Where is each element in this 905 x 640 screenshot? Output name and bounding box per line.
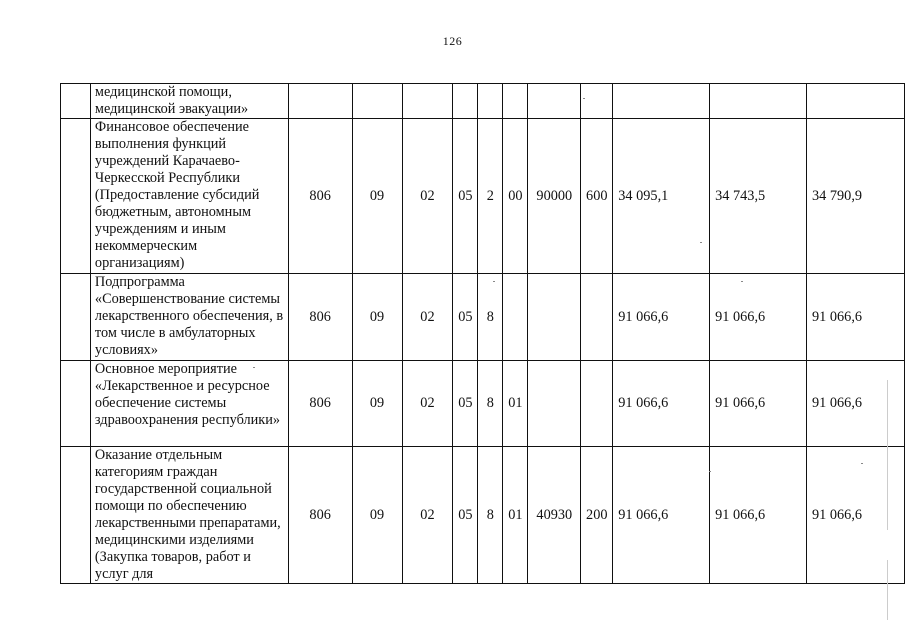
scan-speck (253, 367, 255, 368)
direction-code (528, 84, 581, 119)
expense-type-code: 200 (581, 447, 613, 584)
event-code: 01 (503, 361, 528, 447)
scan-speck (741, 281, 743, 282)
amount-2022: 91 066,6 (807, 361, 905, 447)
row-number-cell (61, 274, 91, 361)
admin-code: 806 (288, 274, 352, 361)
direction-code: 40930 (528, 447, 581, 584)
table-row (61, 274, 905, 361)
admin-code: 806 (288, 447, 352, 584)
amount-2022: 91 066,6 (807, 274, 905, 361)
admin-code: 806 (288, 361, 352, 447)
scan-margin-line (887, 560, 888, 620)
amount-2020 (613, 84, 710, 119)
table-row (61, 84, 905, 119)
subsection-code: 02 (402, 274, 453, 361)
expense-type-code (581, 84, 613, 119)
amount-2020: 34 095,1 (613, 119, 710, 274)
amount-2022: 34 790,9 (807, 119, 905, 274)
table-row (61, 119, 905, 274)
row-name: Финансовое обеспечение выполнения функций учреждений Карачаево-Черкесской Республики (Предоставление субсидий бюджетным, автономным учреждениям и иным некоммерческим организациям) (90, 119, 288, 274)
subprogram-code (478, 84, 503, 119)
amount-2021 (710, 84, 807, 119)
direction-code: 90000 (528, 119, 581, 274)
row-name: Основное мероприятие «Лекарственное и ресурсное обеспечение системы здравоохранения республики» (90, 361, 288, 447)
amount-2020: 91 066,6 (613, 447, 710, 584)
event-code (503, 84, 528, 119)
program-code (453, 84, 478, 119)
expense-type-code (581, 274, 613, 361)
budget-table (60, 83, 905, 584)
subprogram-code: 8 (478, 274, 503, 361)
subprogram-code: 2 (478, 119, 503, 274)
direction-code (528, 274, 581, 361)
program-code: 05 (453, 447, 478, 584)
section-code: 09 (352, 361, 402, 447)
section-code: 09 (352, 274, 402, 361)
scan-speck (583, 98, 585, 99)
admin-code: 806 (288, 119, 352, 274)
direction-code (528, 361, 581, 447)
subsection-code: 02 (402, 119, 453, 274)
scan-speck (700, 242, 702, 243)
row-number-cell (61, 361, 91, 447)
row-number-cell (61, 447, 91, 584)
expense-type-code: 600 (581, 119, 613, 274)
scan-speck (709, 471, 711, 472)
section-code: 09 (352, 119, 402, 274)
admin-code (288, 84, 352, 119)
table-row (61, 447, 905, 584)
amount-2020: 91 066,6 (613, 361, 710, 447)
subprogram-code: 8 (478, 447, 503, 584)
row-number-cell (61, 84, 91, 119)
subprogram-code: 8 (478, 361, 503, 447)
row-name: Подпрограмма «Совершенствование системы лекарственного обеспечения, в том числе в амбулаторных условиях» (90, 274, 288, 361)
scan-margin-line (887, 380, 888, 530)
amount-2021: 34 743,5 (710, 119, 807, 274)
subsection-code: 02 (402, 361, 453, 447)
amount-2021: 91 066,6 (710, 361, 807, 447)
amount-2021: 91 066,6 (710, 274, 807, 361)
subsection-code (402, 84, 453, 119)
subsection-code: 02 (402, 447, 453, 584)
section-code: 09 (352, 447, 402, 584)
amount-2021: 91 066,6 (710, 447, 807, 584)
row-number-cell (61, 119, 91, 274)
scan-speck (861, 463, 863, 464)
event-code: 01 (503, 447, 528, 584)
expense-type-code (581, 361, 613, 447)
amount-2020: 91 066,6 (613, 274, 710, 361)
section-code (352, 84, 402, 119)
program-code: 05 (453, 274, 478, 361)
row-name: медицинской помощи, медицинской эвакуации» (90, 84, 288, 119)
page-number: 126 (442, 34, 463, 48)
row-name: Оказание отдельным категориям граждан государственной социальной помощи по обеспечению лекарственными препаратами, медицинскими изделиями (Закупка товаров, работ и услуг для (90, 447, 288, 584)
event-code (503, 274, 528, 361)
program-code: 05 (453, 119, 478, 274)
amount-2022 (807, 84, 905, 119)
amount-2022: 91 066,6 (807, 447, 905, 584)
program-code: 05 (453, 361, 478, 447)
scan-speck (493, 281, 495, 282)
table-row (61, 361, 905, 447)
event-code: 00 (503, 119, 528, 274)
